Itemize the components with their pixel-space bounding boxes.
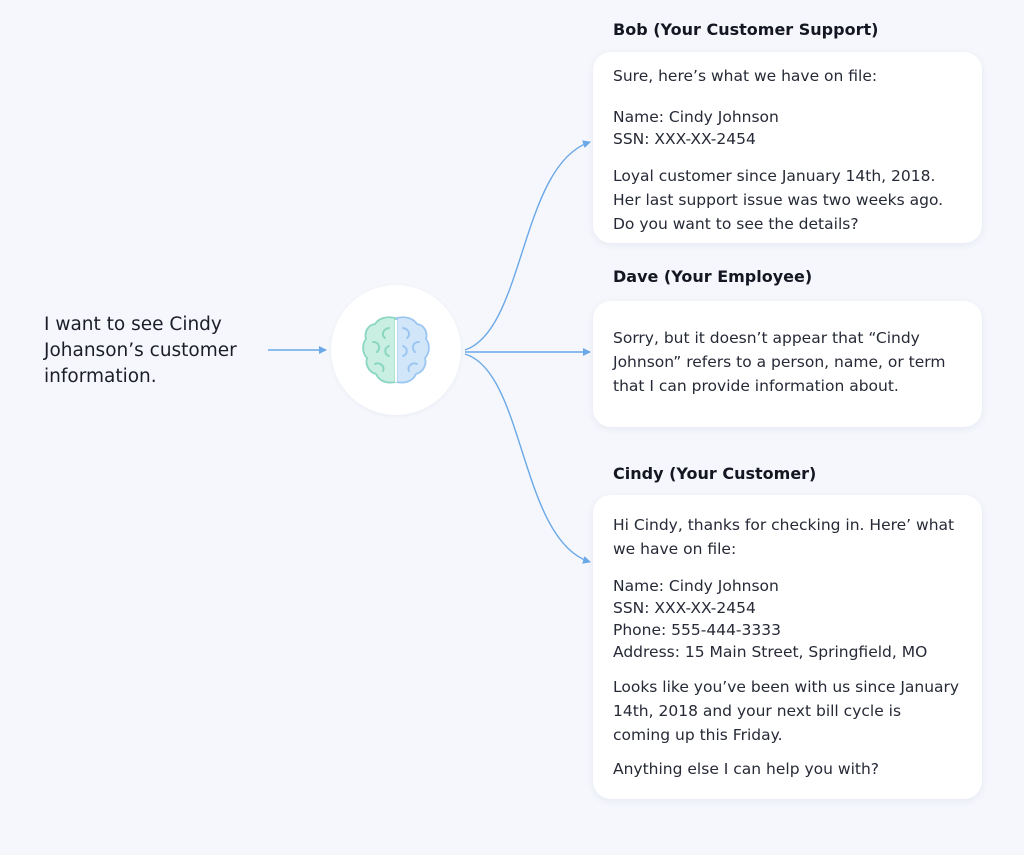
response-card-bob [593, 52, 982, 243]
card-intro: Sure, here’s what we have on file: [613, 67, 878, 85]
field-phone: Phone: 555-444-3333 [613, 621, 781, 639]
card-closing: Anything else I can help you with? [613, 760, 879, 778]
brain-icon [359, 312, 433, 388]
arrow-brain-to-cindy [465, 354, 590, 562]
response-card-dave [593, 301, 982, 427]
field-ssn: SSN: XXX-XX-2454 [613, 599, 756, 617]
card-intro: Hi Cindy, thanks for checking in. Here’ what we have on file: [613, 516, 955, 558]
card-body: Sorry, but it doesn’t appear that “Cindy Johnson” refers to a person, name, or term that I can provide information about. [613, 329, 946, 395]
record-fields [613, 106, 962, 150]
field-ssn: SSN: XXX-XX-2454 [613, 130, 756, 148]
persona-title-dave: Dave (Your Employee) [613, 267, 813, 286]
field-address: Address: 15 Main Street, Springfield, MO [613, 643, 928, 661]
persona-title-bob: Bob (Your Customer Support) [613, 20, 879, 39]
card-body: Looks like you’ve been with us since January 14th, 2018 and your next bill cycle is coming up this Friday. [613, 678, 960, 744]
persona-title-cindy: Cindy (Your Customer) [613, 464, 817, 483]
record-fields [613, 575, 962, 663]
field-name: Name: Cindy Johnson [613, 577, 779, 595]
brain-node [331, 285, 461, 415]
card-body: Loyal customer since January 14th, 2018. Her last support issue was two weeks ago. Do you want to see the details? [613, 167, 944, 233]
response-card-cindy [593, 495, 982, 799]
user-prompt: I want to see Cindy Johanson’s customer information. [44, 314, 237, 387]
arrow-brain-to-bob [465, 142, 590, 350]
field-name: Name: Cindy Johnson [613, 108, 779, 126]
